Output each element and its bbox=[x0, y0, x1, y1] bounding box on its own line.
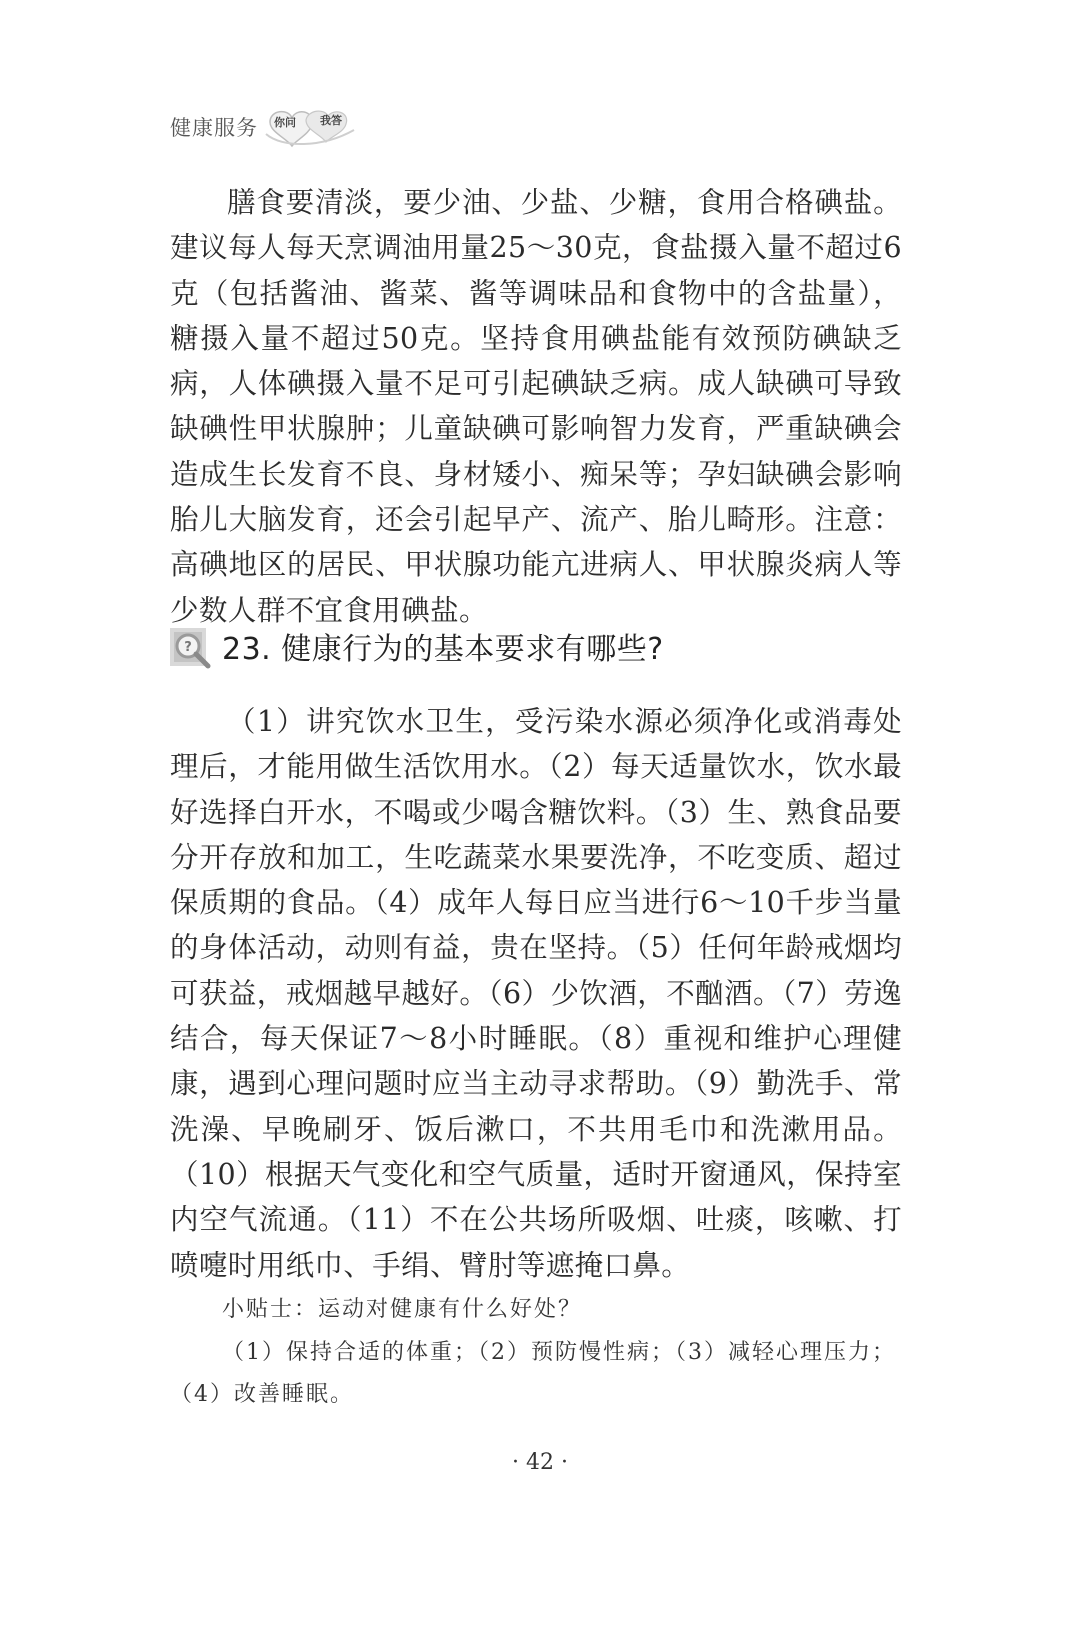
header-section-title: 健康服务 bbox=[170, 116, 258, 140]
logo-text-answer: 我答 bbox=[320, 114, 342, 127]
magnifier-question-icon bbox=[168, 622, 214, 670]
tip-title: 小贴士：运动对健康有什么好处？ bbox=[222, 1297, 583, 1322]
logo-text-ask: 你问 bbox=[274, 116, 296, 129]
svg-text:?: ? bbox=[184, 640, 192, 655]
body-paragraph-health-behaviors: （1）讲究饮水卫生，受污染水源必须净化或消毒处理后，才能用做生活饮用水。（2）每天适量饮水，饮水最好选择白开水，不喝或少喝含糖饮料。（3）生、熟食品要分开存放和加工，生吃蔬菜水果要洗净，不吃变质、超过保质期的食品。（4）成年人每日应当进行6～10千步当量的身体活动，动则有益，贵在坚持。（5）任何年龄戒烟均可获益，戒烟越早越好。（6）少饮酒，不酗酒。（7）劳逸结合，每天保证7～8小时睡眠。（8）重视和维护心理健康，遇到心理问题时应当主动寻求帮助。（9）勤洗手、常洗澡、早晚刷牙、饭后漱口，不共用毛巾和洗漱用品。（10）根据天气变化和空气质量，适时开窗通风，保持室内空气流通。（11）不在公共场所吸烟、吐痰，咳嗽、打喷嚏时用纸巾、手绢、臂肘等遮掩口鼻。 bbox=[170, 705, 902, 1282]
section-heading bbox=[168, 622, 664, 670]
section-title: 23. 健康行为的基本要求有哪些? bbox=[222, 632, 664, 667]
page-number: · 42 · bbox=[512, 1450, 568, 1475]
tip-body: （1）保持合适的体重；（2）预防慢性病；（3）减轻心理压力；（4）改善睡眠。 bbox=[170, 1340, 896, 1407]
body-paragraph-diet: 膳食要清淡，要少油、少盐、少糖，食用合格碘盐。建议每人每天烹调油用量25～30克，食盐摄入量不超过6克（包括酱油、酱菜、酱等调味品和食物中的含盐量），糖摄入量不超过50克。坚持食用碘盐能有效预防碘缺乏病，人体碘摄入量不足可引起碘缺乏病。成人缺碘可导致缺碘性甲状腺肿；儿童缺碘可影响智力发育，严重缺碘会造成生长发育不良、身材矮小、痴呆等；孕妇缺碘会影响胎儿大脑发育，还会引起早产、流产、胎儿畸形。注意：高碘地区的居民、甲状腺功能亢进病人、甲状腺炎病人等少数人群不宜食用碘盐。 bbox=[170, 186, 902, 627]
qa-logo bbox=[262, 104, 358, 150]
running-header bbox=[170, 104, 358, 150]
